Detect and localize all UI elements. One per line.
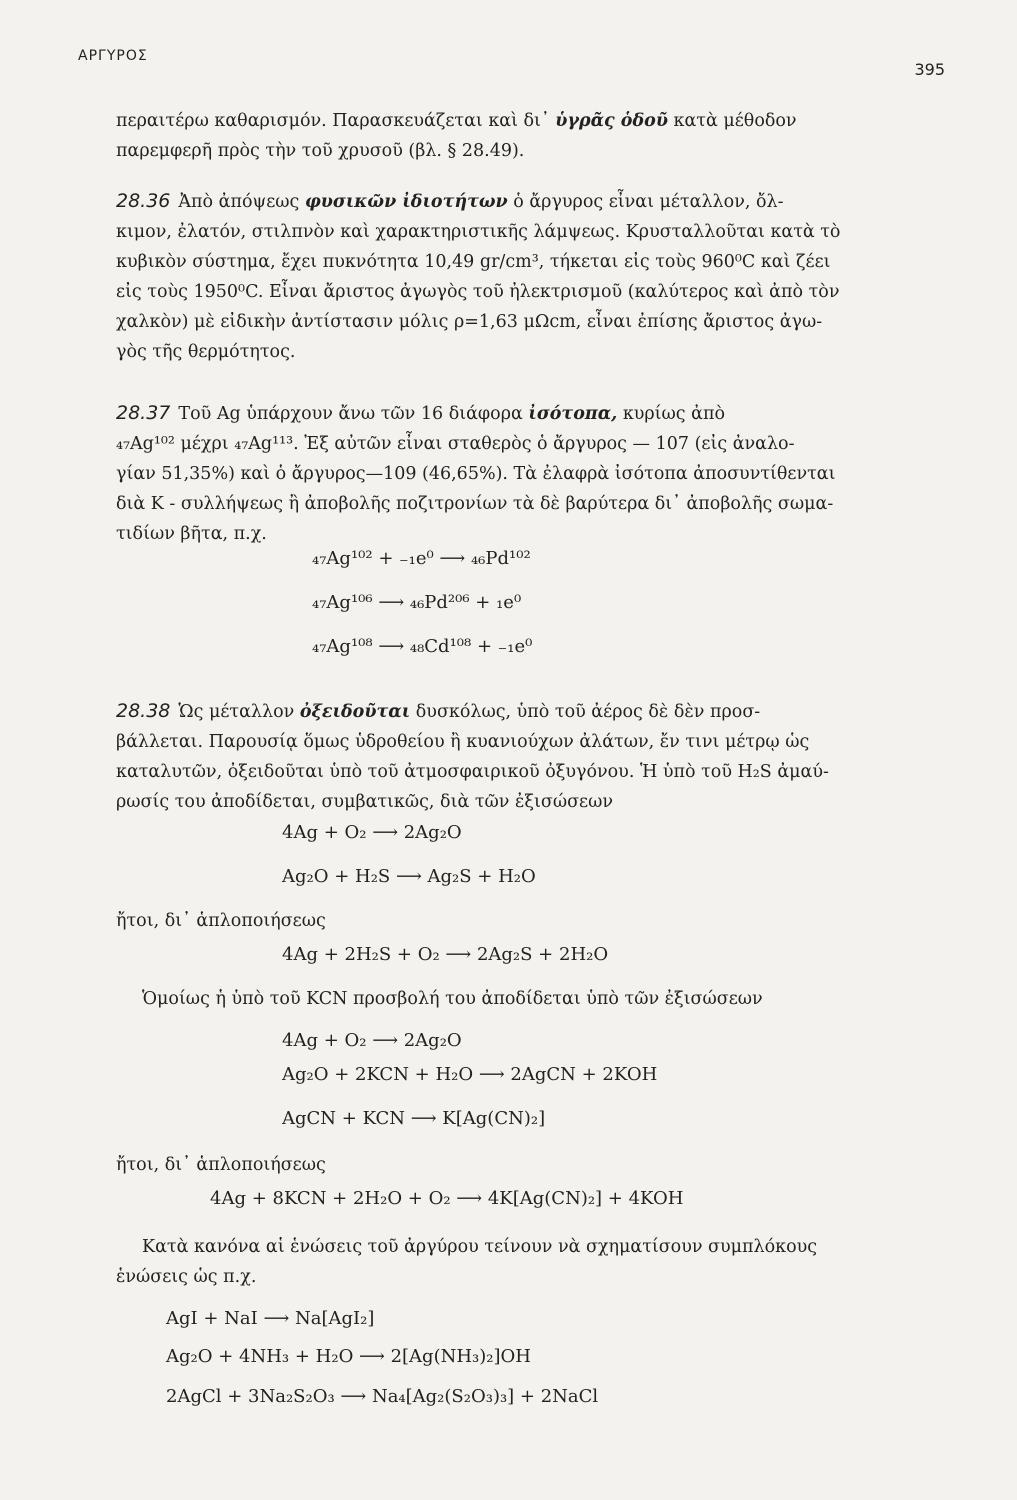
- text: περαιτέρω καθαρισμόν. Παρασκευάζεται καὶ δι᾽: [116, 111, 556, 131]
- text-line: γὸς τῆς θερμότητος.: [116, 342, 296, 362]
- text-line: χαλκὸν) μὲ εἰδικὴν ἀντίστασιν μόλις ρ=1,63 μΩcm, εἶναι ἐπίσης ἄριστος ἀγω-: [116, 312, 823, 332]
- chemical-equation: 4Ag + O₂ ⟶ 2Ag₂O: [282, 1030, 462, 1051]
- text-line: Κατὰ κανόνα αἱ ἑνώσεις τοῦ ἀργύρου τείνουν νὰ σχηματίσουν συμπλόκους: [142, 1237, 818, 1257]
- text-line: Ὁμοίως ἡ ὑπὸ τοῦ KCN προσβολή του ἀποδίδεται ὑπὸ τῶν ἐξισώσεων: [142, 989, 763, 1009]
- nuclear-equation: ₄₇Ag¹⁰² + ₋₁e⁰ ⟶ ₄₆Pd¹⁰²: [312, 548, 531, 569]
- text: Ἀπὸ ἀπόψεως: [178, 192, 305, 212]
- chemical-equation: 4Ag + 8KCN + 2H₂O + O₂ ⟶ 4K[Ag(CN)₂] + 4KOH: [210, 1188, 684, 1209]
- section-number: 28.36: [116, 190, 171, 212]
- text-line: ₄₇Ag¹⁰² μέχρι ₄₇Ag¹¹³. Ἐξ αὐτῶν εἶναι σταθερὸς ὁ ἄργυρος — 107 (εἰς ἀναλο-: [116, 434, 795, 454]
- chemical-equation: 2AgCl + 3Na₂S₂O₃ ⟶ Na₄[Ag₂(S₂O₃)₃] + 2NaCl: [166, 1386, 599, 1407]
- chemical-equation: Ag₂O + 4NH₃ + H₂O ⟶ 2[Ag(NH₃)₂]OH: [166, 1346, 531, 1367]
- text: Τοῦ Ag ὑπάρχουν ἄνω τῶν 16 διάφορα: [178, 404, 529, 424]
- emphasis: φυσικῶν ἰδιοτήτων: [304, 192, 508, 212]
- text: κατὰ μέθοδον: [667, 111, 797, 131]
- section-28-36: [116, 186, 906, 367]
- text: δυσκόλως, ὑπὸ τοῦ ἀέρος δὲ δὲν προσ-: [410, 702, 761, 722]
- text-line: καταλυτῶν, ὀξειδοῦται ὑπὸ τοῦ ἀτμοσφαιρικοῦ ὀξυγόνου. Ἡ ὑπὸ τοῦ H₂S ἀμαύ-: [116, 762, 829, 782]
- text-line: ἑνώσεις ὡς π.χ.: [116, 1267, 257, 1287]
- section-number: 28.38: [116, 700, 171, 722]
- intro-paragraph: [116, 106, 906, 166]
- running-title: ΑΡΓΥΡΟΣ: [78, 48, 148, 64]
- text: ὁ ἄργυρος εἶναι μέταλλον, ὄλ-: [507, 192, 784, 212]
- text-line: κιμον, ἐλατόν, στιλπνὸν καὶ χαρακτηριστικῆς λάμψεως. Κρυσταλλοῦται κατὰ τὸ: [116, 222, 841, 242]
- text-line: ἤτοι, δι᾽ ἁπλοποιήσεως: [116, 1155, 326, 1175]
- page-number: 395: [914, 60, 945, 79]
- section-number: 28.37: [116, 402, 171, 424]
- text-line: παρεμφερῆ πρὸς τὴν τοῦ χρυσοῦ (βλ. § 28.49).: [116, 141, 525, 161]
- emphasis: ὑγρᾶς ὁδοῦ: [555, 111, 668, 131]
- text-line: διὰ K - συλλήψεως ἢ ἀποβολῆς ποζιτρονίων τὰ δὲ βαρύτερα δι᾽ ἀποβολῆς σωμα-: [116, 494, 834, 514]
- nuclear-equation: ₄₇Ag¹⁰⁶ ⟶ ₄₆Pd²⁰⁶ + ₁e⁰: [312, 592, 522, 613]
- text-line: εἰς τοὺς 1950⁰C. Εἶναι ἄριστος ἀγωγὸς τοῦ ἠλεκτρισμοῦ (καλύτερος καὶ ἀπὸ τὸν: [116, 282, 840, 302]
- text-line: ἤτοι, δι᾽ ἁπλοποιήσεως: [116, 911, 326, 931]
- emphasis: ἰσότοπα,: [528, 404, 618, 424]
- chemical-equation: AgCN + KCN ⟶ K[Ag(CN)₂]: [282, 1108, 546, 1129]
- chemical-equation: 4Ag + 2H₂S + O₂ ⟶ 2Ag₂S + 2H₂O: [282, 944, 609, 965]
- text: Ὡς μέταλλον: [178, 702, 300, 722]
- section-28-38: [116, 696, 906, 817]
- nuclear-equation: ₄₇Ag¹⁰⁸ ⟶ ₄₈Cd¹⁰⁸ + ₋₁e⁰: [312, 636, 533, 657]
- text-line: κυβικὸν σύστημα, ἔχει πυκνότητα 10,49 gr/cm³, τήκεται εἰς τοὺς 960⁰C καὶ ζέει: [116, 252, 831, 272]
- emphasis: ὀξειδοῦται: [299, 702, 411, 722]
- text-line: βάλλεται. Παρουσίᾳ ὅμως ὑδροθείου ἢ κυανιούχων ἀλάτων, ἔν τινι μέτρῳ ὡς: [116, 732, 810, 752]
- text-line: γίαν 51,35%) καὶ ὁ ἄργυρος—109 (46,65%). Τὰ ἐλαφρὰ ἰσότοπα ἀποσυντίθενται: [116, 464, 836, 484]
- text-line: ρωσίς του ἀποδίδεται, συμβατικῶς, διὰ τῶν ἐξισώσεων: [116, 792, 614, 812]
- chemical-equation: Ag₂O + 2KCN + H₂O ⟶ 2AgCN + 2KOH: [282, 1064, 658, 1085]
- text: κυρίως ἀπὸ: [617, 404, 726, 424]
- text-line: τιδίων βῆτα, π.χ.: [116, 524, 267, 544]
- chemical-equation: AgI + NaI ⟶ Na[AgI₂]: [166, 1308, 375, 1329]
- section-28-37: [116, 398, 906, 549]
- chemical-equation: Ag₂O + H₂S ⟶ Ag₂S + H₂O: [282, 866, 536, 887]
- chemical-equation: 4Ag + O₂ ⟶ 2Ag₂O: [282, 822, 462, 843]
